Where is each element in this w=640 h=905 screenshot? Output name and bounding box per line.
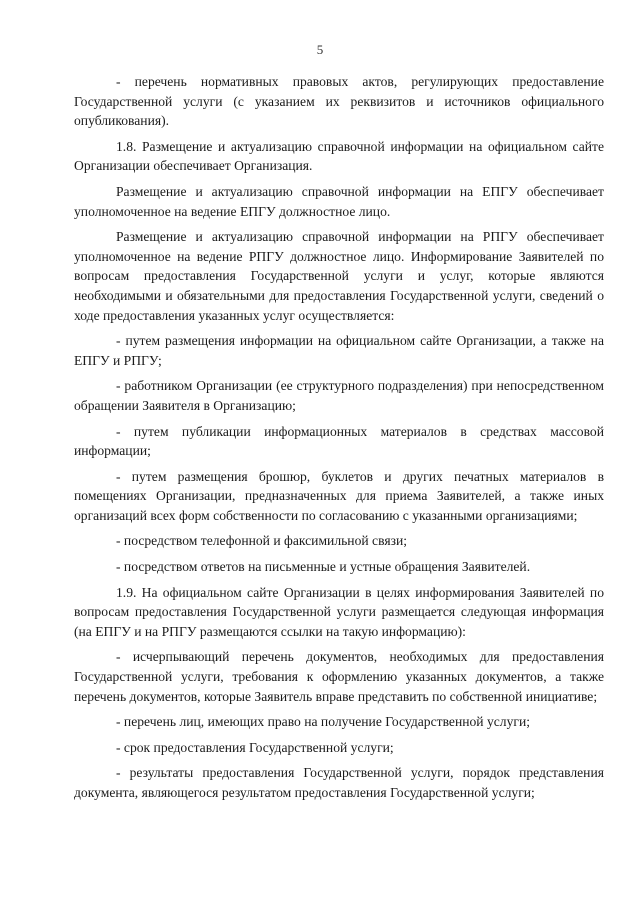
list-item-results: - результаты предоставления Государственной услуги, порядок представления документа, являющегося результатом предоставления Государственной услуги; — [74, 765, 604, 800]
list-item-brochures: - путем размещения брошюр, буклетов и других печатных материалов в помещениях Организации, предназначенных для приема Заявителей, а также иных организаций всех форм собственности по согласованию с указанными организациями; — [74, 468, 604, 523]
list-item-phone-fax: - посредством телефонной и факсимильной связи; — [116, 533, 407, 549]
list-item-eligible-persons: - перечень лиц, имеющих право на получение Государственной услуги; — [116, 714, 531, 730]
list-item-mass-media: - путем публикации информационных материалов в средствах массовой информации; — [74, 423, 604, 459]
page-number: 5 — [316, 42, 324, 57]
list-item-service-term: - срок предоставления Государственной услуги; — [116, 739, 394, 755]
paragraph-1-9: 1.9. На официальном сайте Организации в целях информирования Заявителей по вопросам предоставления Государственной услуги размещается следующая информация (на ЕПГУ и на РПГУ размещаются ссылки на такую информацию): — [74, 584, 604, 639]
paragraph-rpgu-placement: Размещение и актуализацию справочной информации на РПГУ обеспечивает уполномоченное на ведение РПГУ должностное лицо. Информирование Заявителей по вопросам предоставления Государственной услуги и услуг, которые являются необходимыми и обязательными для предоставления Государственной услуги, сведений о ходе предоставления указанных услуг осуществляется: — [74, 229, 604, 323]
list-item-documents: - исчерпывающий перечень документов, необходимых для предоставления Государственной услуги, требования к оформлению указанных документов, а также перечень документов, которые Заявитель вправе представить по собственной инициативе; — [74, 649, 604, 704]
list-item-employee: - работником Организации (ее структурного подразделения) при непосредственном обращении Заявителя в Организацию; — [74, 378, 604, 413]
list-item-written-requests: - посредством ответов на письменные и устные обращения Заявителей. — [116, 559, 531, 575]
paragraph-legal-acts-list: - перечень нормативных правовых актов, регулирующих предоставление Государственной услуги (с указанием их реквизитов и источников официального опубликования). — [74, 74, 604, 129]
document-body — [74, 72, 604, 803]
paragraph-epgu-placement: Размещение и актуализацию справочной информации на ЕПГУ обеспечивает уполномоченное на ведение ЕПГУ должностное лицо. — [74, 183, 604, 219]
list-item-website: - путем размещения информации на официальном сайте Организации, а также на ЕПГУ и РПГУ; — [74, 333, 604, 368]
paragraph-1-8: 1.8. Размещение и актуализацию справочной информации на официальном сайте Организации обеспечивает Организация. — [74, 138, 604, 174]
